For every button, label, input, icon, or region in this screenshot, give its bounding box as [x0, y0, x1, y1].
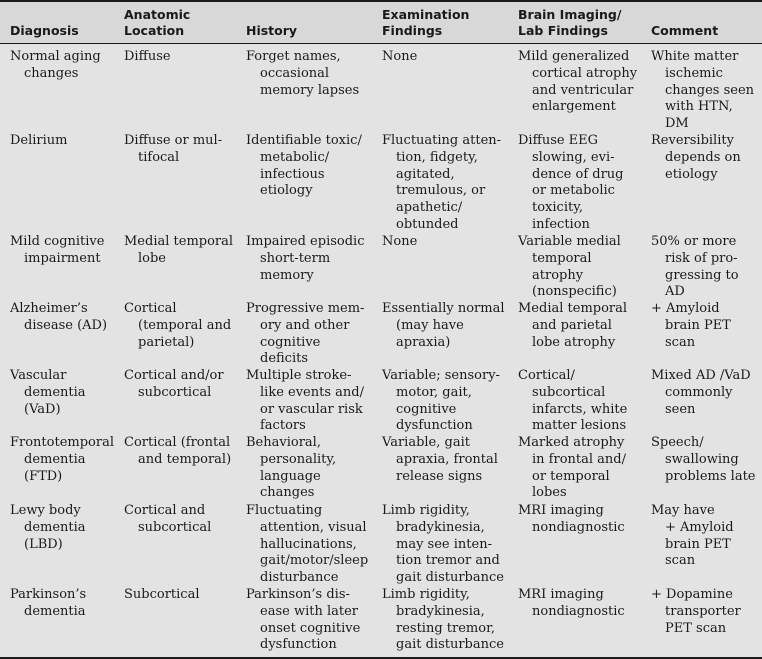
- cell-line: Fluctuating atten-: [382, 133, 502, 148]
- cell-line: Essentially normal: [382, 301, 505, 316]
- cell-line: seen: [665, 401, 696, 417]
- cell-line: factors: [260, 418, 306, 434]
- cell-line: Delirium: [10, 133, 68, 148]
- cell-line: Fluctuating: [246, 503, 323, 518]
- cell-line: Cortical: [124, 301, 177, 316]
- cell-line: infectious: [260, 166, 325, 182]
- diagnosis-cell: [10, 301, 107, 335]
- history-cell: [246, 587, 360, 654]
- cell-line: + Amyloid: [651, 301, 720, 316]
- cell-line: lobe atrophy: [532, 334, 616, 350]
- cell-line: Identifiable toxic/: [246, 133, 362, 148]
- cell-line: gait disturbance: [396, 637, 504, 653]
- cell-line: apathetic/: [396, 200, 463, 216]
- cell-line: and parietal: [532, 317, 612, 333]
- cell-line: Progressive mem-: [246, 301, 365, 316]
- cell-line: or vascular risk: [260, 401, 363, 417]
- cell-line: subcortical: [138, 384, 212, 400]
- comment-cell: [651, 49, 754, 133]
- cell-line: None: [382, 234, 418, 249]
- header-comment: Comment: [651, 23, 719, 38]
- cell-line: MRI imaging: [518, 587, 604, 602]
- cell-line: (VaD): [24, 401, 61, 417]
- cell-line: (temporal and: [138, 317, 232, 333]
- location-cell: [124, 503, 211, 537]
- cell-line: Limb rigidity,: [382, 503, 470, 518]
- cell-line: dementia: [24, 384, 86, 400]
- cell-line: Variable medial: [518, 234, 621, 249]
- comment-cell: [651, 133, 741, 183]
- cell-line: apraxia, frontal: [396, 451, 498, 467]
- cell-line: transporter: [665, 603, 741, 619]
- cell-line: Cortical and/or: [124, 368, 224, 383]
- cell-line: cognitive: [260, 334, 321, 350]
- cell-line: Limb rigidity,: [382, 587, 470, 602]
- cell-line: (FTD): [24, 468, 63, 484]
- cell-line: Marked atrophy: [518, 435, 625, 450]
- cell-line: atrophy: [532, 267, 584, 283]
- cell-line: dysfunction: [260, 637, 337, 653]
- cell-line: nondiagnostic: [532, 603, 625, 619]
- diagnosis-cell: [10, 234, 104, 268]
- cell-line: Medial temporal: [124, 234, 234, 249]
- cell-line: Forget names,: [246, 49, 341, 64]
- cell-line: Mild cognitive: [10, 234, 105, 249]
- history-cell: [246, 503, 368, 587]
- cell-line: DM: [665, 116, 689, 132]
- cell-line: + Amyloid: [665, 519, 734, 535]
- cell-line: or temporal: [532, 468, 610, 484]
- cell-line: changes seen: [665, 82, 755, 98]
- cell-line: Cortical (frontal: [124, 435, 231, 450]
- cell-line: risk of pro-: [665, 250, 738, 266]
- cell-line: brain PET: [665, 536, 731, 552]
- cell-line: gressing to: [665, 267, 739, 283]
- cell-line: metabolic/: [260, 149, 330, 165]
- location-cell: [124, 301, 231, 351]
- cell-line: subcortical: [532, 384, 606, 400]
- cell-line: Parkinson’s: [10, 587, 87, 602]
- cell-line: Speech/: [651, 435, 704, 450]
- cell-line: gait disturbance: [396, 570, 504, 586]
- cell-line: Variable, gait: [382, 435, 470, 450]
- diagnosis-cell: [10, 435, 114, 485]
- cell-line: Medial temporal: [518, 301, 628, 316]
- cell-line: infarcts, white: [532, 401, 628, 417]
- cell-line: tremulous, or: [396, 183, 486, 199]
- cell-line: tion tremor and: [396, 553, 500, 569]
- cell-line: MRI imaging: [518, 503, 604, 518]
- location-cell: [124, 435, 231, 469]
- cell-line: (may have: [396, 317, 464, 333]
- imaging-cell: [518, 435, 626, 502]
- examination-cell: [382, 301, 504, 351]
- cell-line: ischemic: [665, 65, 723, 81]
- cell-line: tifocal: [138, 149, 180, 165]
- comment-cell: [651, 435, 756, 485]
- cell-line: release signs: [396, 468, 483, 484]
- cell-line: 50% or more: [651, 234, 737, 249]
- history-cell: [246, 435, 336, 502]
- cell-line: changes: [260, 485, 315, 501]
- cell-line: May have: [651, 503, 715, 518]
- examination-cell: [382, 368, 500, 435]
- cell-line: and ventricular: [532, 82, 634, 98]
- header-history: History: [246, 23, 298, 38]
- cell-line: toxicity,: [532, 200, 583, 216]
- cell-line: resting tremor,: [396, 620, 495, 636]
- cell-line: dementia: [24, 451, 86, 467]
- cell-line: brain PET: [665, 317, 731, 333]
- cell-line: Cortical and: [124, 503, 206, 518]
- cell-line: subcortical: [138, 519, 212, 535]
- cell-line: enlargement: [532, 99, 616, 115]
- cell-line: parietal): [138, 334, 195, 350]
- cell-line: or metabolic: [532, 183, 615, 199]
- cell-line: commonly: [665, 384, 733, 400]
- cell-line: temporal: [532, 250, 592, 266]
- cell-line: etiology: [260, 183, 313, 199]
- imaging-cell: [518, 587, 625, 621]
- cell-line: Impaired episodic: [246, 234, 365, 249]
- location-cell: [124, 49, 171, 66]
- cell-line: memory lapses: [260, 82, 360, 98]
- cell-line: slowing, evi-: [532, 149, 615, 165]
- cell-line: AD: [665, 284, 685, 300]
- cell-line: cognitive: [396, 401, 457, 417]
- imaging-cell: [518, 234, 621, 301]
- examination-cell: [382, 503, 504, 587]
- imaging-cell: [518, 133, 624, 234]
- cell-line: cortical atrophy: [532, 65, 638, 81]
- cell-line: agitated,: [396, 166, 455, 182]
- cell-line: dence of drug: [532, 166, 624, 182]
- cell-line: Cortical/: [518, 368, 575, 383]
- cell-line: impairment: [24, 250, 101, 266]
- cell-line: personality,: [260, 451, 337, 467]
- cell-line: Vascular: [10, 368, 67, 383]
- diagnosis-cell: [10, 368, 86, 418]
- cell-line: dementia: [24, 603, 86, 619]
- cell-line: occasional: [260, 65, 330, 81]
- examination-cell: [382, 234, 417, 251]
- cell-line: obtunded: [396, 216, 459, 232]
- cell-line: Diffuse EEG: [518, 133, 599, 148]
- comment-cell: [651, 368, 751, 418]
- cell-line: Normal aging: [10, 49, 101, 64]
- cell-line: matter lesions: [532, 418, 627, 434]
- cell-line: dysfunction: [396, 418, 473, 434]
- history-cell: [246, 133, 362, 200]
- diagnosis-cell: [10, 503, 86, 553]
- cell-line: deficits: [260, 351, 309, 367]
- cell-line: Mild generalized: [518, 49, 630, 64]
- history-cell: [246, 368, 364, 435]
- cell-line: scan: [665, 334, 696, 350]
- imaging-cell: [518, 503, 625, 537]
- cell-line: problems late: [665, 468, 756, 484]
- cell-line: like events and/: [260, 384, 364, 400]
- cell-line: hallucinations,: [260, 536, 357, 552]
- imaging-cell: [518, 301, 627, 351]
- cell-line: may see inten-: [396, 536, 492, 552]
- location-cell: [124, 587, 200, 604]
- cell-line: and temporal): [138, 451, 232, 467]
- location-cell: [124, 234, 233, 268]
- cell-line: (LBD): [24, 536, 63, 552]
- cell-line: memory: [260, 267, 314, 283]
- header-examination-findings: Examination Findings: [382, 7, 470, 38]
- header-anatomic-location: Anatomic Location: [124, 7, 191, 38]
- header-brain-imaging: Brain Imaging/ Lab Findings: [518, 7, 622, 38]
- cell-line: nondiagnostic: [532, 519, 625, 535]
- history-cell: [246, 234, 365, 284]
- diagnosis-cell: [10, 49, 101, 83]
- cell-line: tion, fidgety,: [396, 149, 478, 165]
- diagnosis-cell: [10, 587, 86, 621]
- cell-line: Parkinson’s dis-: [246, 587, 350, 602]
- cell-line: lobe: [138, 250, 166, 266]
- cell-line: scan: [665, 553, 696, 569]
- imaging-cell: [518, 368, 627, 435]
- imaging-cell: [518, 49, 637, 116]
- cell-line: Diffuse: [124, 49, 171, 64]
- cell-line: Subcortical: [124, 587, 200, 602]
- location-cell: [124, 368, 224, 402]
- cell-line: changes: [24, 65, 79, 81]
- cell-line: swallowing: [665, 451, 739, 467]
- cell-line: None: [382, 49, 418, 64]
- cell-line: White matter: [651, 49, 739, 64]
- table-header: [0, 2, 762, 44]
- cell-line: onset cognitive: [260, 620, 361, 636]
- cell-line: Alzheimer’s: [10, 301, 88, 316]
- cell-line: Variable; sensory-: [382, 368, 500, 383]
- cell-line: Behavioral,: [246, 435, 321, 450]
- cell-line: depends on: [665, 149, 741, 165]
- cell-line: (nonspecific): [532, 284, 617, 300]
- cell-line: Diffuse or mul-: [124, 133, 223, 148]
- comment-cell: [651, 503, 734, 570]
- examination-cell: [382, 587, 504, 654]
- cell-line: Frontotemporal: [10, 435, 114, 450]
- diagnosis-cell: [10, 133, 68, 150]
- cell-line: motor, gait,: [396, 384, 472, 400]
- cell-line: with HTN,: [665, 99, 733, 115]
- cell-line: Lewy body: [10, 503, 81, 518]
- cell-line: + Dopamine: [651, 587, 733, 602]
- cell-line: disease (AD): [24, 317, 108, 333]
- header-diagnosis: Diagnosis: [10, 23, 79, 38]
- cell-line: disturbance: [260, 570, 339, 586]
- cell-line: etiology: [665, 166, 718, 182]
- examination-cell: [382, 133, 501, 234]
- comment-cell: [651, 587, 741, 637]
- cell-line: in frontal and/: [532, 451, 626, 467]
- cell-line: gait/motor/sleep: [260, 553, 369, 569]
- cell-line: PET scan: [665, 620, 727, 636]
- cell-line: Multiple stroke-: [246, 368, 352, 383]
- cell-line: bradykinesia,: [396, 519, 485, 535]
- location-cell: [124, 133, 222, 167]
- cell-line: language: [260, 468, 321, 484]
- cell-line: short-term: [260, 250, 331, 266]
- cell-line: lobes: [532, 485, 567, 501]
- cell-line: bradykinesia,: [396, 603, 485, 619]
- cell-line: ory and other: [260, 317, 350, 333]
- history-cell: [246, 49, 359, 99]
- comment-cell: [651, 301, 731, 351]
- comment-cell: [651, 234, 739, 301]
- examination-cell: [382, 435, 498, 485]
- cell-line: infection: [532, 216, 590, 232]
- cell-line: Reversibility: [651, 133, 734, 148]
- examination-cell: [382, 49, 417, 66]
- history-cell: [246, 301, 364, 368]
- cell-line: apraxia): [396, 334, 451, 350]
- cell-line: attention, visual: [260, 519, 367, 535]
- cell-line: dementia: [24, 519, 86, 535]
- cell-line: ease with later: [260, 603, 358, 619]
- cell-line: Mixed AD /VaD: [651, 368, 751, 383]
